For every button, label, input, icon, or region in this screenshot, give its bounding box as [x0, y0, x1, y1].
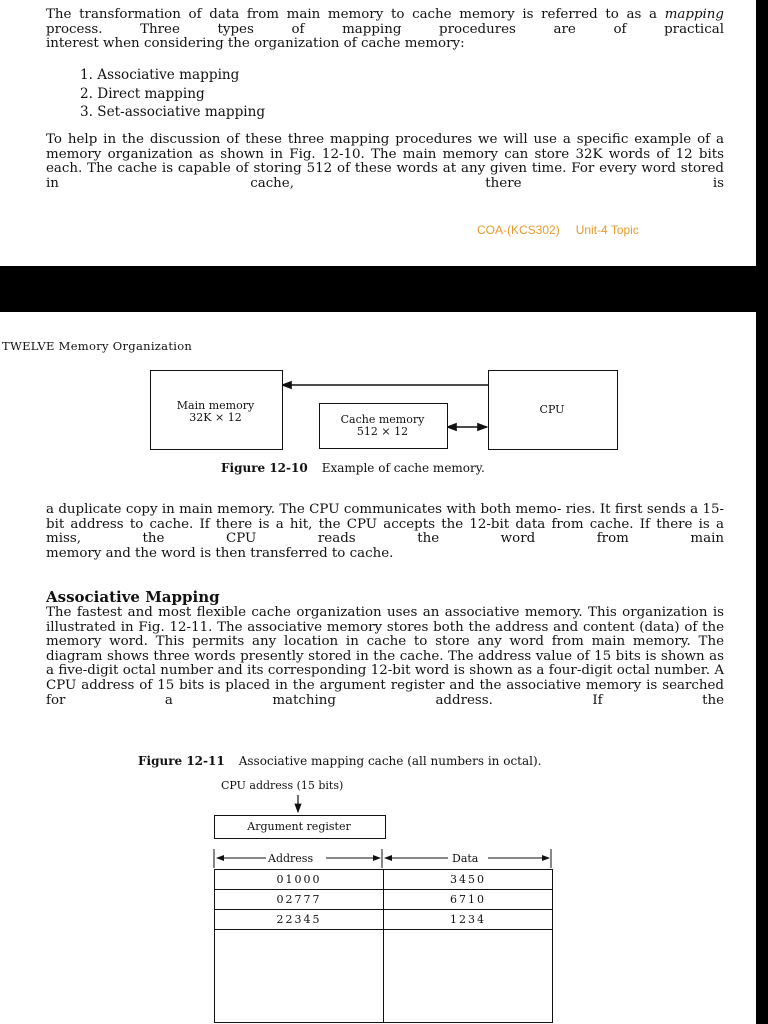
address-cell: 01000 — [215, 870, 384, 890]
data-cell: 3450 — [384, 870, 553, 890]
associative-memory-table — [214, 869, 553, 1023]
cache-paragraph: a duplicate copy in main memory. The CPU communicates with both memo- ries. It first sends a 15-bit address to cache. If there is a hit, the CPU accepts the 12-bit data from cache. If there is a miss, the CPU reads the word from main memory and the word is then transferred to cache. — [46, 502, 725, 561]
associative-paragraph: The fastest and most flexible cache organization uses an associative memory. This organization is illustrated in Fig. 12-11. The associative memory stores both the address and content (data) of the memory word. This permits any location in cache to store any word from main memory. The diagram shows three words presently stored in the cache. The address value of 15 bits is shown as a five-digit octal number and its corresponding 12-bit word is shown as a four-digit octal number. A CPU address of 15 bits is placed in the argument register and the associative memory is searched for a matching address. If the — [46, 605, 725, 708]
list-item: 2. Direct mapping — [80, 85, 205, 102]
table-row — [215, 870, 553, 890]
section-heading: Associative Mapping — [46, 588, 220, 606]
main-memory-label: Main memory 32K × 12 — [176, 399, 255, 424]
address-cell: 02777 — [215, 890, 384, 910]
address-column-header: Address — [268, 852, 314, 865]
table-row-empty — [215, 930, 553, 1023]
address-cell: 22345 — [215, 910, 384, 930]
figure-label: Figure 12-10 — [221, 461, 308, 475]
data-column-header: Data — [452, 852, 479, 865]
figure-label: Figure 12-11 — [138, 754, 225, 768]
cache-memory-label: Cache memory 512 × 12 — [340, 413, 425, 438]
argument-register-label: Argument register — [247, 820, 351, 833]
data-cell: 1234 — [384, 910, 553, 930]
list-item: 3. Set-associative mapping — [80, 104, 266, 121]
table-row — [215, 890, 553, 910]
data-cell: 6710 — [384, 890, 553, 910]
course-code: COA-(KCS302) — [477, 223, 560, 237]
cpu-address-label: CPU address (15 bits) — [221, 779, 344, 792]
figure-12-10-caption: Figure 12-10 Example of cache memory. — [221, 461, 485, 475]
cpu-label: CPU — [539, 403, 565, 416]
list-item: 1. Associative mapping — [80, 67, 240, 83]
figure-12-11-caption: Figure 12-11 Associative mapping cache (all numbers in octal). — [138, 754, 542, 768]
intro-paragraph: The transformation of data from main memory to cache memory is referred to as a mapping process. Three types of mapping procedures are of practical interest when considering the organization of cache memory: — [46, 7, 724, 52]
table-row — [215, 910, 553, 930]
topic-label: Unit-4 Topic — [575, 223, 639, 237]
example-paragraph: To help in the discussion of these three mapping procedures we will use a specific example of a memory organization as shown in Fig. 12-10. The main memory can store 32K words of 12 bits each. The cache is capable of storing 512 of these words at any given time. For every word stored in cache, there is — [46, 132, 724, 191]
chapter-header: TWELVE Memory Organization — [2, 339, 193, 353]
